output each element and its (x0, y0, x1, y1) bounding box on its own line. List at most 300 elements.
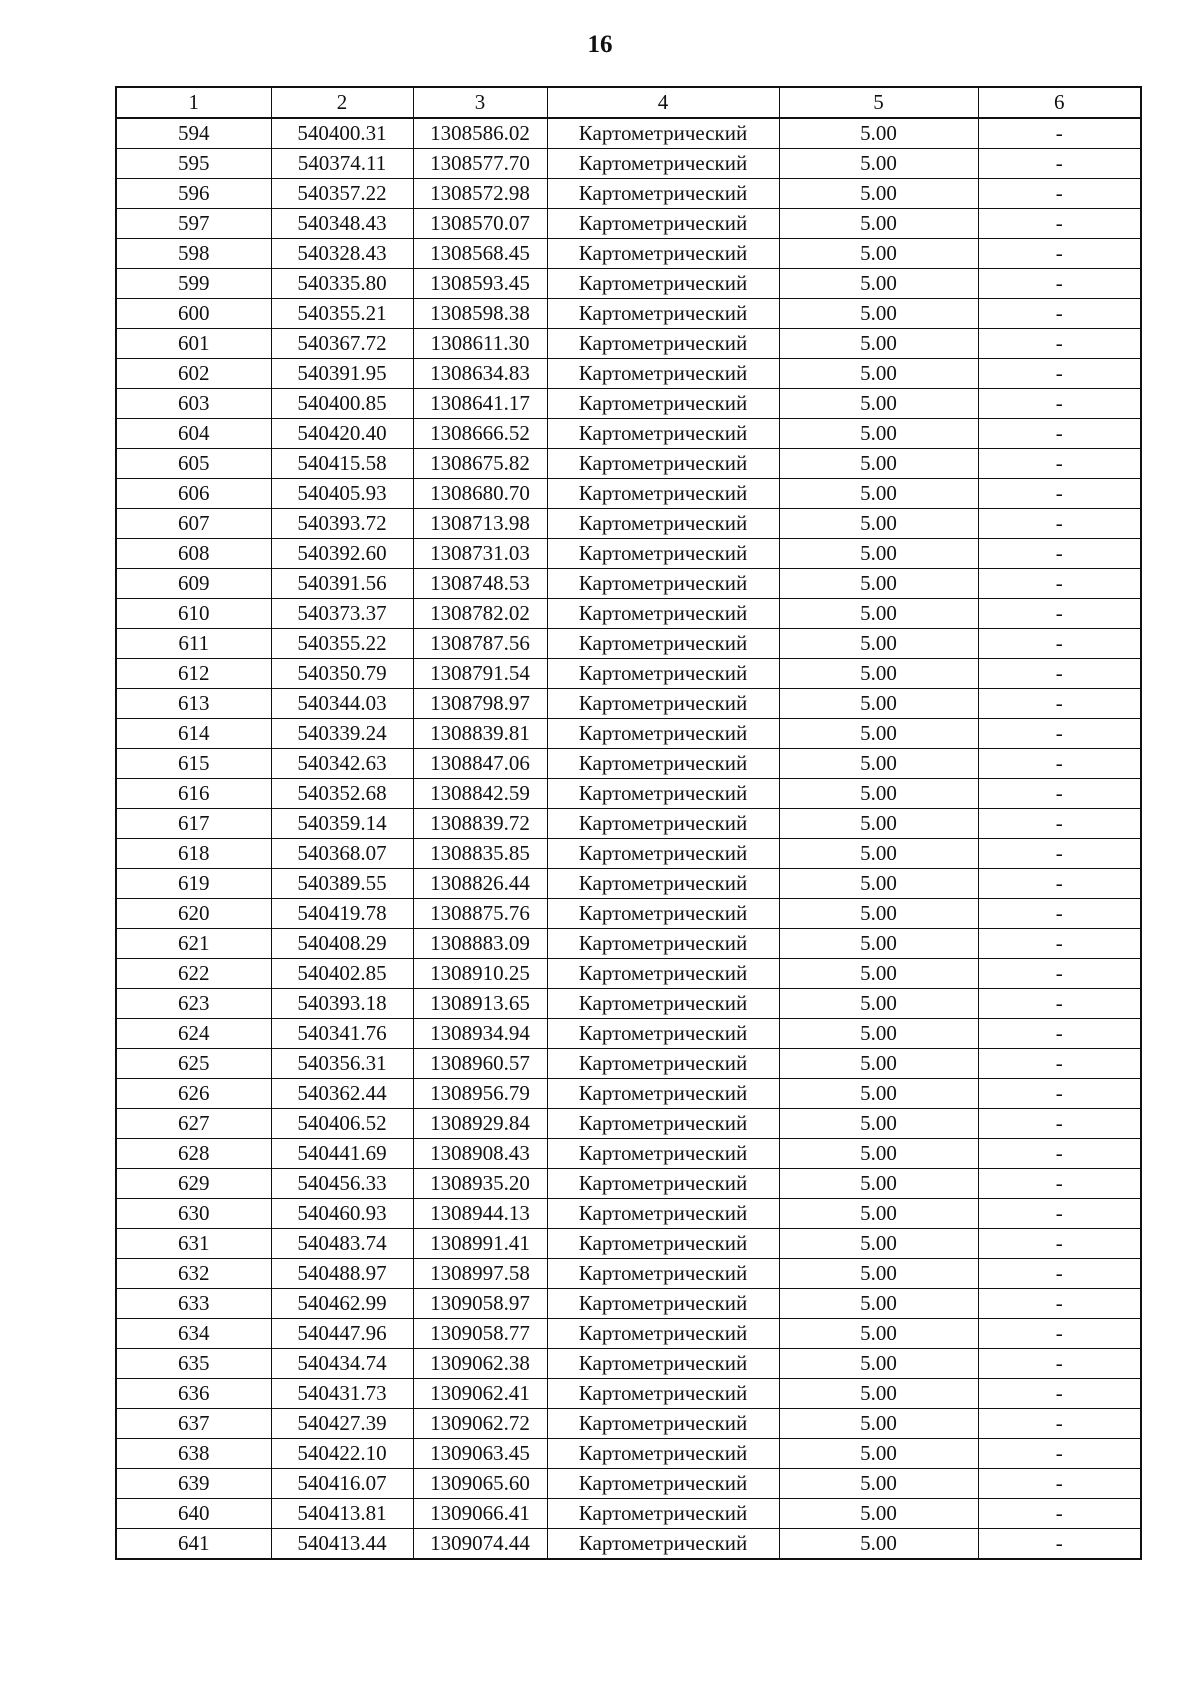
cell-coordinate-y: 1308666.52 (413, 419, 547, 449)
column-header: 4 (547, 87, 779, 118)
cell-note: - (978, 599, 1141, 629)
cell-accuracy: 5.00 (779, 1469, 978, 1499)
cell-method: Картометрический (547, 899, 779, 929)
cell-point-number: 597 (116, 209, 271, 239)
cell-coordinate-x: 540400.31 (271, 118, 413, 149)
cell-coordinate-y: 1308731.03 (413, 539, 547, 569)
cell-method: Картометрический (547, 1049, 779, 1079)
table-row (116, 389, 1141, 419)
cell-point-number: 607 (116, 509, 271, 539)
cell-coordinate-x: 540488.97 (271, 1259, 413, 1289)
cell-coordinate-y: 1308960.57 (413, 1049, 547, 1079)
cell-coordinate-y: 1308842.59 (413, 779, 547, 809)
cell-point-number: 618 (116, 839, 271, 869)
table-row (116, 1169, 1141, 1199)
cell-accuracy: 5.00 (779, 1019, 978, 1049)
cell-coordinate-y: 1308956.79 (413, 1079, 547, 1109)
cell-point-number: 598 (116, 239, 271, 269)
cell-method: Картометрический (547, 959, 779, 989)
cell-coordinate-y: 1308748.53 (413, 569, 547, 599)
cell-accuracy: 5.00 (779, 479, 978, 509)
cell-accuracy: 5.00 (779, 1229, 978, 1259)
table-row (116, 1259, 1141, 1289)
cell-method: Картометрический (547, 539, 779, 569)
cell-method: Картометрический (547, 239, 779, 269)
table-row (116, 419, 1141, 449)
cell-coordinate-x: 540483.74 (271, 1229, 413, 1259)
cell-coordinate-y: 1308798.97 (413, 689, 547, 719)
cell-point-number: 594 (116, 118, 271, 149)
cell-coordinate-y: 1308713.98 (413, 509, 547, 539)
cell-method: Картометрический (547, 509, 779, 539)
cell-coordinate-y: 1308929.84 (413, 1109, 547, 1139)
cell-coordinate-x: 540392.60 (271, 539, 413, 569)
cell-coordinate-x: 540356.31 (271, 1049, 413, 1079)
cell-coordinate-y: 1309066.41 (413, 1499, 547, 1529)
cell-coordinate-x: 540355.21 (271, 299, 413, 329)
cell-coordinate-y: 1308598.38 (413, 299, 547, 329)
cell-method: Картометрический (547, 359, 779, 389)
cell-point-number: 621 (116, 929, 271, 959)
cell-method: Картометрический (547, 1349, 779, 1379)
table-row (116, 899, 1141, 929)
cell-point-number: 595 (116, 149, 271, 179)
cell-accuracy: 5.00 (779, 1049, 978, 1079)
cell-point-number: 638 (116, 1439, 271, 1469)
cell-point-number: 631 (116, 1229, 271, 1259)
cell-accuracy: 5.00 (779, 239, 978, 269)
cell-coordinate-x: 540408.29 (271, 929, 413, 959)
cell-note: - (978, 989, 1141, 1019)
cell-note: - (978, 1109, 1141, 1139)
table-row (116, 149, 1141, 179)
cell-coordinate-x: 540415.58 (271, 449, 413, 479)
column-header: 6 (978, 87, 1141, 118)
cell-point-number: 601 (116, 329, 271, 359)
cell-method: Картометрический (547, 929, 779, 959)
table-row (116, 779, 1141, 809)
cell-note: - (978, 539, 1141, 569)
cell-coordinate-y: 1308641.17 (413, 389, 547, 419)
table-row (116, 1529, 1141, 1560)
cell-note: - (978, 299, 1141, 329)
cell-coordinate-y: 1308835.85 (413, 839, 547, 869)
cell-accuracy: 5.00 (779, 419, 978, 449)
table-row (116, 1349, 1141, 1379)
cell-method: Картометрический (547, 1019, 779, 1049)
cell-point-number: 605 (116, 449, 271, 479)
cell-coordinate-x: 540389.55 (271, 869, 413, 899)
cell-note: - (978, 1199, 1141, 1229)
table-row (116, 989, 1141, 1019)
cell-note: - (978, 1349, 1141, 1379)
table-row (116, 1079, 1141, 1109)
cell-accuracy: 5.00 (779, 899, 978, 929)
cell-note: - (978, 1259, 1141, 1289)
table-row (116, 749, 1141, 779)
cell-coordinate-y: 1308839.72 (413, 809, 547, 839)
table-row (116, 929, 1141, 959)
cell-method: Картометрический (547, 1229, 779, 1259)
cell-method: Картометрический (547, 1109, 779, 1139)
cell-note: - (978, 1079, 1141, 1109)
cell-coordinate-y: 1308908.43 (413, 1139, 547, 1169)
cell-method: Картометрический (547, 719, 779, 749)
cell-coordinate-y: 1308847.06 (413, 749, 547, 779)
cell-point-number: 640 (116, 1499, 271, 1529)
cell-note: - (978, 1139, 1141, 1169)
cell-note: - (978, 959, 1141, 989)
cell-accuracy: 5.00 (779, 959, 978, 989)
table-row (116, 1379, 1141, 1409)
cell-note: - (978, 1169, 1141, 1199)
page-number: 16 (587, 31, 613, 58)
cell-point-number: 612 (116, 659, 271, 689)
cell-method: Картометрический (547, 1139, 779, 1169)
cell-coordinate-x: 540391.56 (271, 569, 413, 599)
cell-point-number: 604 (116, 419, 271, 449)
cell-coordinate-x: 540368.07 (271, 839, 413, 869)
table-row (116, 239, 1141, 269)
cell-coordinate-x: 540434.74 (271, 1349, 413, 1379)
cell-coordinate-y: 1309074.44 (413, 1529, 547, 1560)
cell-coordinate-y: 1308634.83 (413, 359, 547, 389)
cell-note: - (978, 1319, 1141, 1349)
cell-coordinate-y: 1308826.44 (413, 869, 547, 899)
cell-method: Картометрический (547, 389, 779, 419)
cell-coordinate-x: 540350.79 (271, 659, 413, 689)
cell-coordinate-y: 1308680.70 (413, 479, 547, 509)
column-header: 3 (413, 87, 547, 118)
cell-method: Картометрический (547, 809, 779, 839)
cell-accuracy: 5.00 (779, 1109, 978, 1139)
cell-method: Картометрический (547, 1259, 779, 1289)
cell-coordinate-x: 540400.85 (271, 389, 413, 419)
cell-method: Картометрический (547, 479, 779, 509)
cell-coordinate-y: 1308910.25 (413, 959, 547, 989)
cell-accuracy: 5.00 (779, 269, 978, 299)
cell-note: - (978, 929, 1141, 959)
cell-point-number: 629 (116, 1169, 271, 1199)
cell-coordinate-x: 540352.68 (271, 779, 413, 809)
cell-coordinate-x: 540355.22 (271, 629, 413, 659)
cell-coordinate-x: 540357.22 (271, 179, 413, 209)
column-header: 1 (116, 87, 271, 118)
cell-note: - (978, 359, 1141, 389)
cell-accuracy: 5.00 (779, 1499, 978, 1529)
table-row (116, 1109, 1141, 1139)
cell-method: Картометрический (547, 629, 779, 659)
cell-coordinate-y: 1308944.13 (413, 1199, 547, 1229)
cell-coordinate-x: 540420.40 (271, 419, 413, 449)
cell-coordinate-y: 1308934.94 (413, 1019, 547, 1049)
cell-accuracy: 5.00 (779, 1379, 978, 1409)
cell-note: - (978, 899, 1141, 929)
table-row (116, 1319, 1141, 1349)
cell-point-number: 619 (116, 869, 271, 899)
cell-accuracy: 5.00 (779, 629, 978, 659)
column-header: 2 (271, 87, 413, 118)
cell-note: - (978, 1019, 1141, 1049)
cell-coordinate-y: 1308875.76 (413, 899, 547, 929)
cell-method: Картометрический (547, 299, 779, 329)
cell-method: Картометрический (547, 1469, 779, 1499)
table-row (116, 599, 1141, 629)
cell-point-number: 626 (116, 1079, 271, 1109)
table-row (116, 509, 1141, 539)
cell-coordinate-x: 540456.33 (271, 1169, 413, 1199)
cell-accuracy: 5.00 (779, 569, 978, 599)
cell-coordinate-y: 1309062.72 (413, 1409, 547, 1439)
cell-point-number: 606 (116, 479, 271, 509)
cell-coordinate-y: 1308782.02 (413, 599, 547, 629)
cell-coordinate-x: 540367.72 (271, 329, 413, 359)
cell-coordinate-y: 1308675.82 (413, 449, 547, 479)
cell-coordinate-x: 540406.52 (271, 1109, 413, 1139)
table-row (116, 569, 1141, 599)
cell-method: Картометрический (547, 1319, 779, 1349)
cell-method: Картометрический (547, 1439, 779, 1469)
cell-method: Картометрический (547, 149, 779, 179)
cell-point-number: 634 (116, 1319, 271, 1349)
cell-method: Картометрический (547, 749, 779, 779)
cell-accuracy: 5.00 (779, 1079, 978, 1109)
table-row (116, 329, 1141, 359)
cell-coordinate-x: 540393.72 (271, 509, 413, 539)
cell-method: Картометрический (547, 1169, 779, 1199)
cell-coordinate-y: 1308586.02 (413, 118, 547, 149)
column-header: 5 (779, 87, 978, 118)
cell-method: Картометрический (547, 1379, 779, 1409)
cell-accuracy: 5.00 (779, 1289, 978, 1319)
cell-accuracy: 5.00 (779, 869, 978, 899)
cell-accuracy: 5.00 (779, 1349, 978, 1379)
cell-coordinate-y: 1309062.38 (413, 1349, 547, 1379)
cell-point-number: 623 (116, 989, 271, 1019)
cell-coordinate-x: 540427.39 (271, 1409, 413, 1439)
cell-accuracy: 5.00 (779, 719, 978, 749)
cell-point-number: 639 (116, 1469, 271, 1499)
cell-method: Картометрический (547, 689, 779, 719)
table-row (116, 839, 1141, 869)
cell-point-number: 633 (116, 1289, 271, 1319)
cell-coordinate-x: 540422.10 (271, 1439, 413, 1469)
cell-note: - (978, 779, 1141, 809)
table-row (116, 809, 1141, 839)
table-row (116, 118, 1141, 149)
cell-accuracy: 5.00 (779, 149, 978, 179)
cell-point-number: 637 (116, 1409, 271, 1439)
cell-coordinate-y: 1308883.09 (413, 929, 547, 959)
cell-accuracy: 5.00 (779, 599, 978, 629)
cell-coordinate-x: 540441.69 (271, 1139, 413, 1169)
cell-accuracy: 5.00 (779, 1259, 978, 1289)
cell-accuracy: 5.00 (779, 749, 978, 779)
cell-point-number: 641 (116, 1529, 271, 1560)
cell-accuracy: 5.00 (779, 1409, 978, 1439)
cell-coordinate-x: 540342.63 (271, 749, 413, 779)
cell-coordinate-y: 1308997.58 (413, 1259, 547, 1289)
cell-coordinate-x: 540405.93 (271, 479, 413, 509)
cell-note: - (978, 209, 1141, 239)
cell-accuracy: 5.00 (779, 929, 978, 959)
cell-method: Картометрический (547, 1079, 779, 1109)
cell-accuracy: 5.00 (779, 779, 978, 809)
cell-coordinate-x: 540362.44 (271, 1079, 413, 1109)
cell-accuracy: 5.00 (779, 329, 978, 359)
table-row (116, 1289, 1141, 1319)
table-row (116, 449, 1141, 479)
cell-point-number: 599 (116, 269, 271, 299)
cell-point-number: 615 (116, 749, 271, 779)
cell-coordinate-x: 540416.07 (271, 1469, 413, 1499)
cell-coordinate-y: 1308991.41 (413, 1229, 547, 1259)
cell-point-number: 622 (116, 959, 271, 989)
cell-note: - (978, 629, 1141, 659)
cell-coordinate-y: 1309065.60 (413, 1469, 547, 1499)
cell-point-number: 600 (116, 299, 271, 329)
cell-point-number: 603 (116, 389, 271, 419)
cell-point-number: 596 (116, 179, 271, 209)
cell-note: - (978, 479, 1141, 509)
coordinates-table-container (115, 86, 1140, 1560)
cell-accuracy: 5.00 (779, 659, 978, 689)
cell-method: Картометрический (547, 269, 779, 299)
coordinates-table (115, 86, 1142, 1560)
table-row (116, 1229, 1141, 1259)
cell-accuracy: 5.00 (779, 1169, 978, 1199)
cell-coordinate-x: 540419.78 (271, 899, 413, 929)
cell-accuracy: 5.00 (779, 299, 978, 329)
cell-method: Картометрический (547, 659, 779, 689)
cell-accuracy: 5.00 (779, 1319, 978, 1349)
cell-point-number: 616 (116, 779, 271, 809)
table-row (116, 719, 1141, 749)
cell-accuracy: 5.00 (779, 209, 978, 239)
cell-note: - (978, 509, 1141, 539)
cell-method: Картометрический (547, 449, 779, 479)
cell-coordinate-x: 540460.93 (271, 1199, 413, 1229)
cell-accuracy: 5.00 (779, 809, 978, 839)
cell-point-number: 610 (116, 599, 271, 629)
cell-coordinate-x: 540373.37 (271, 599, 413, 629)
cell-method: Картометрический (547, 209, 779, 239)
cell-coordinate-y: 1308791.54 (413, 659, 547, 689)
cell-method: Картометрический (547, 869, 779, 899)
cell-method: Картометрический (547, 329, 779, 359)
cell-method: Картометрический (547, 989, 779, 1019)
cell-coordinate-x: 540344.03 (271, 689, 413, 719)
table-row (116, 1199, 1141, 1229)
cell-note: - (978, 329, 1141, 359)
cell-point-number: 613 (116, 689, 271, 719)
cell-point-number: 627 (116, 1109, 271, 1139)
cell-method: Картометрический (547, 1289, 779, 1319)
cell-accuracy: 5.00 (779, 359, 978, 389)
cell-accuracy: 5.00 (779, 839, 978, 869)
table-row (116, 1049, 1141, 1079)
cell-point-number: 636 (116, 1379, 271, 1409)
cell-coordinate-x: 540335.80 (271, 269, 413, 299)
cell-point-number: 611 (116, 629, 271, 659)
cell-accuracy: 5.00 (779, 1439, 978, 1469)
cell-accuracy: 5.00 (779, 989, 978, 1019)
cell-accuracy: 5.00 (779, 1529, 978, 1560)
cell-point-number: 635 (116, 1349, 271, 1379)
cell-note: - (978, 389, 1141, 419)
cell-accuracy: 5.00 (779, 689, 978, 719)
table-row (116, 629, 1141, 659)
cell-point-number: 602 (116, 359, 271, 389)
cell-note: - (978, 749, 1141, 779)
cell-note: - (978, 659, 1141, 689)
table-row (116, 1469, 1141, 1499)
cell-point-number: 632 (116, 1259, 271, 1289)
cell-coordinate-x: 540359.14 (271, 809, 413, 839)
cell-note: - (978, 1409, 1141, 1439)
cell-method: Картометрический (547, 599, 779, 629)
cell-note: - (978, 839, 1141, 869)
cell-coordinate-y: 1308593.45 (413, 269, 547, 299)
table-body (116, 118, 1141, 1559)
cell-accuracy: 5.00 (779, 449, 978, 479)
table-row (116, 869, 1141, 899)
cell-accuracy: 5.00 (779, 1139, 978, 1169)
cell-point-number: 617 (116, 809, 271, 839)
cell-coordinate-x: 540341.76 (271, 1019, 413, 1049)
cell-coordinate-y: 1309062.41 (413, 1379, 547, 1409)
cell-point-number: 625 (116, 1049, 271, 1079)
table-row (116, 269, 1141, 299)
cell-point-number: 609 (116, 569, 271, 599)
cell-coordinate-x: 540413.44 (271, 1529, 413, 1560)
cell-coordinate-x: 540413.81 (271, 1499, 413, 1529)
table-header-row (116, 87, 1141, 118)
cell-note: - (978, 1289, 1141, 1319)
cell-accuracy: 5.00 (779, 509, 978, 539)
cell-coordinate-y: 1308570.07 (413, 209, 547, 239)
table-row (116, 539, 1141, 569)
cell-coordinate-x: 540447.96 (271, 1319, 413, 1349)
cell-point-number: 628 (116, 1139, 271, 1169)
table-row (116, 689, 1141, 719)
cell-note: - (978, 1469, 1141, 1499)
cell-method: Картометрический (547, 569, 779, 599)
cell-coordinate-y: 1308935.20 (413, 1169, 547, 1199)
cell-note: - (978, 1049, 1141, 1079)
cell-note: - (978, 1229, 1141, 1259)
cell-coordinate-y: 1308787.56 (413, 629, 547, 659)
cell-coordinate-x: 540374.11 (271, 149, 413, 179)
cell-point-number: 614 (116, 719, 271, 749)
cell-accuracy: 5.00 (779, 539, 978, 569)
cell-coordinate-y: 1309063.45 (413, 1439, 547, 1469)
cell-coordinate-x: 540328.43 (271, 239, 413, 269)
cell-note: - (978, 179, 1141, 209)
table-row (116, 479, 1141, 509)
cell-accuracy: 5.00 (779, 179, 978, 209)
cell-note: - (978, 419, 1141, 449)
cell-method: Картометрический (547, 779, 779, 809)
cell-coordinate-x: 540391.95 (271, 359, 413, 389)
cell-note: - (978, 1499, 1141, 1529)
cell-note: - (978, 809, 1141, 839)
table-row (116, 659, 1141, 689)
cell-point-number: 608 (116, 539, 271, 569)
cell-note: - (978, 1379, 1141, 1409)
table-row (116, 1499, 1141, 1529)
table-row (116, 179, 1141, 209)
